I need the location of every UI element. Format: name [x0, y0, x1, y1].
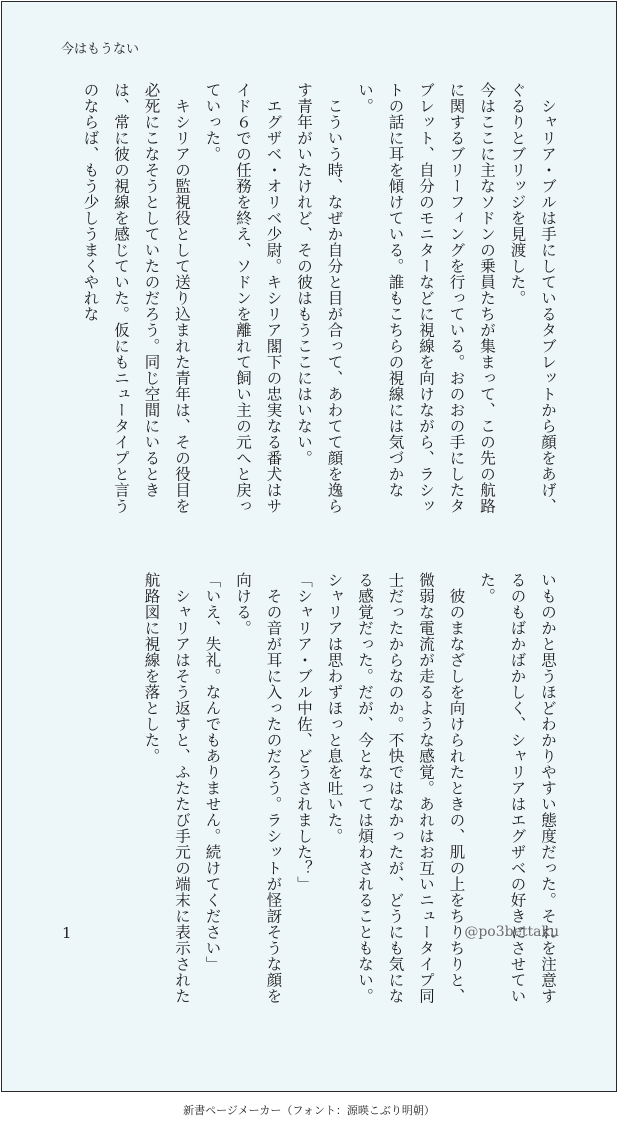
- paragraph: その音が耳に入ったのだろう。ラシットが怪訝そうな顔を向ける。: [234, 572, 283, 1004]
- author-handle: @po3bettaku: [464, 924, 559, 940]
- upper-text-block: [63, 82, 563, 527]
- book-page: [1, 1, 617, 1092]
- paragraph: シャリアはそう返すと、ふたたび手元の端末に表示された航路図に視線を落とした。: [142, 572, 191, 1004]
- chapter-title: 今はもうない: [61, 42, 140, 57]
- paragraph: シャリア・ブルは手にしているタブレットから顔をあげ、ぐるりとブリッジを見渡した。: [508, 82, 557, 514]
- dialogue-line: 「いえ、失礼。なんでもありません。続けてください」: [203, 572, 222, 972]
- generator-credit: 新書ページメーカー（フォント：源暎こぶり明朝）: [183, 1104, 435, 1117]
- paragraph: いものかと思うほどわかりやすい態度だった。それを注意するのもばかばかしく、シャリアはエグザベの好きにさせていた。: [478, 572, 557, 1004]
- paragraph: エグザベ・オリベ少尉。キシリア閣下の忠実なる番犬はサイド６での任務を終え、ソドンを離れて飼い主の元へと戻っていった。: [203, 82, 283, 514]
- paragraph: キシリアの監視役として送り込まれた青年は、その役目を必死にこなそうとしていたのだろう。同じ空間にいるときは、常に彼の視線を感じていた。仮にもニュータイプと言うのならば、もう少しうまくやれな: [81, 82, 191, 514]
- page-number: 1: [62, 924, 72, 942]
- paragraph: 今はここに主なソドンの乗員たちが集まって、この先の航路に関するブリーフィングを行っている。おのおの手にしたタブレット、自分のモニターなどに視線を向けながら、ラシットの話に耳を傾けている。誰もこちらの視線には気づかない。: [356, 82, 496, 514]
- lower-text-block: [63, 572, 563, 1017]
- dialogue-line: 「シャリア・ブル中佐、どうされました？」: [295, 572, 313, 892]
- paragraph: こういう時、なぜか自分と目が合って、あわてて顔を逸らす青年がいたけれど、その彼はもうここにはいない。: [295, 82, 344, 514]
- paragraph: 彼のまなざしを向けられたときの、肌の上をちりちりと、微弱な電流が走るような感覚。あれはお互いニュータイプ同士だったからなのか。不快ではなかったが、どうにも気になる感覚だった。だが、今となっては煩わされることもない。シャリアは思わずほっと息を吐いた。: [325, 572, 466, 1004]
